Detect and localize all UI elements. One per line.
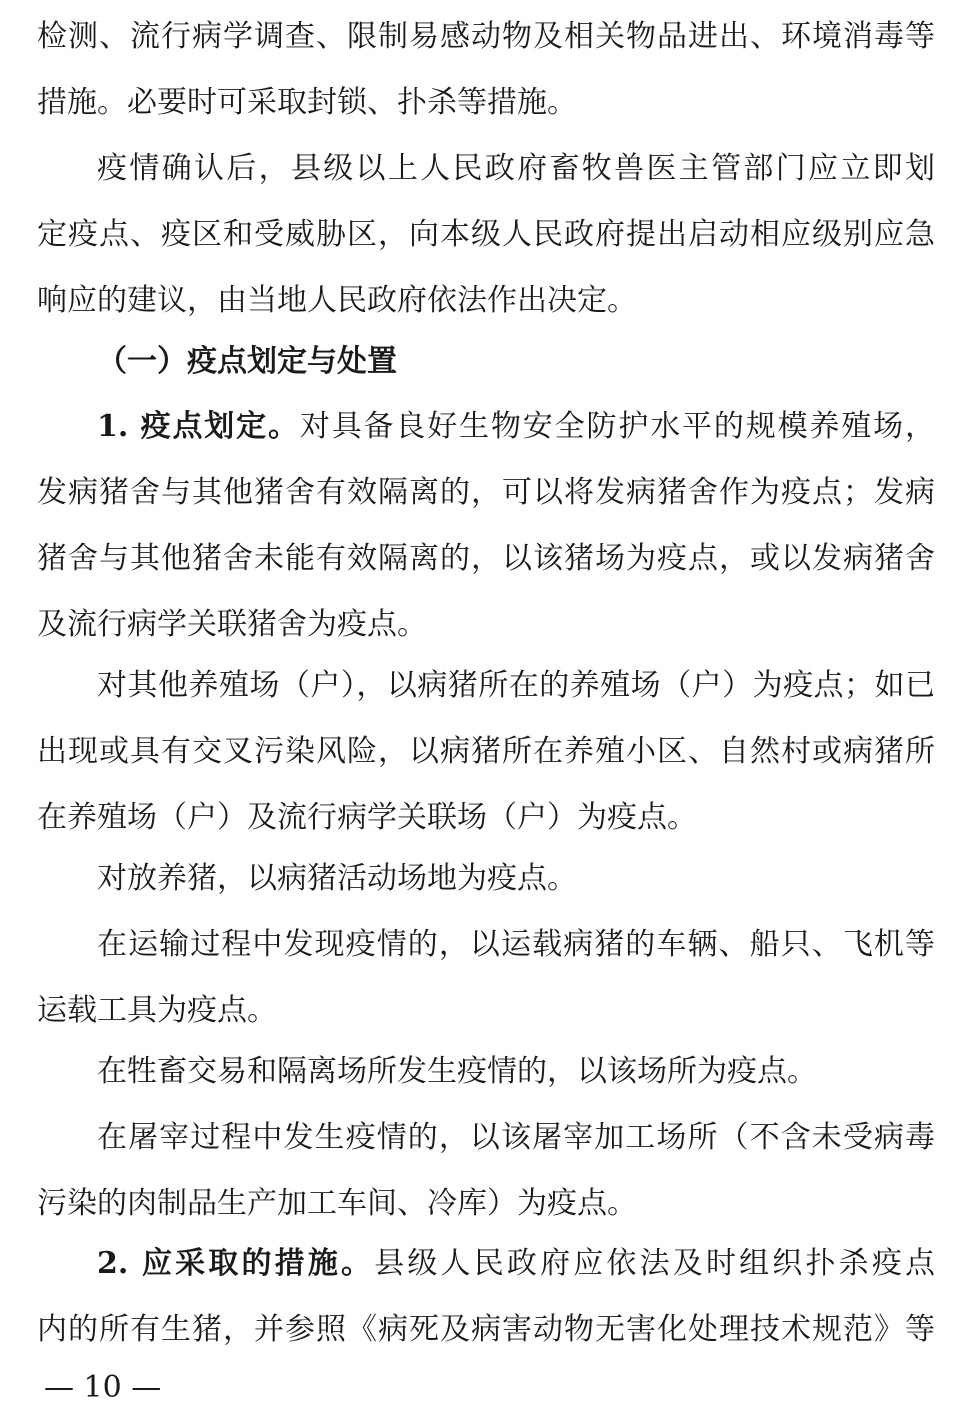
paragraph-line: 在养殖场（户）及流行病学关联场（户）为疫点。 — [37, 800, 697, 835]
paragraph-line: 猪舍与其他猪舍未能有效隔离的，以该猪场为疫点，或以发病猪舍 — [37, 541, 935, 576]
paragraph-line: 对其他养殖场（户），以病猪所在的养殖场（户）为疫点；如已 — [97, 668, 935, 703]
page-number: — 10 — — [44, 1370, 162, 1405]
paragraph-line: 疫情确认后，县级以上人民政府畜牧兽医主管部门应立即划 — [97, 151, 935, 186]
paragraph-line: 污染的肉制品生产加工车间、冷库）为疫点。 — [37, 1186, 637, 1221]
paragraph-line: 措施。必要时可采取封锁、扑杀等措施。 — [37, 85, 577, 120]
paragraph-text: 对具备良好生物安全防护水平的规模养殖场， — [299, 409, 935, 444]
paragraph-line: 内的所有生猪，并参照《病死及病害动物无害化处理技术规范》等 — [37, 1312, 935, 1347]
paragraph-line: 响应的建议，由当地人民政府依法作出决定。 — [37, 283, 637, 318]
paragraph-line: 在牲畜交易和隔离场所发生疫情的，以该场所为疫点。 — [97, 1054, 817, 1089]
paragraph-line: 及流行病学关联猪舍为疫点。 — [37, 607, 427, 642]
subheading-inline: 2. 应采取的措施。 — [97, 1246, 375, 1281]
paragraph-line: 运载工具为疫点。 — [37, 993, 277, 1028]
paragraph-line: 检测、流行病学调查、限制易感动物及相关物品进出、环境消毒等 — [37, 19, 935, 54]
paragraph-line — [97, 1244, 935, 1284]
paragraph-line: 定疫点、疫区和受威胁区，向本级人民政府提出启动相应级别应急 — [37, 217, 935, 252]
subheading-inline: 1. 疫点划定。 — [97, 409, 300, 444]
paragraph-line: 出现或具有交叉污染风险，以病猪所在养殖小区、自然村或病猪所 — [37, 734, 935, 769]
paragraph-line: 对放养猪，以病猪活动场地为疫点。 — [97, 861, 577, 896]
paragraph-text: 县级人民政府应依法及时组织扑杀疫点 — [374, 1246, 935, 1281]
section-heading: （一）疫点划定与处置 — [97, 344, 397, 379]
paragraph-line — [97, 407, 935, 447]
paragraph-line: 发病猪舍与其他猪舍有效隔离的，可以将发病猪舍作为疫点；发病 — [37, 475, 935, 510]
paragraph-line: 在运输过程中发现疫情的，以运载病猪的车辆、船只、飞机等 — [97, 927, 935, 962]
paragraph-line: 在屠宰过程中发生疫情的，以该屠宰加工场所（不含未受病毒 — [97, 1120, 935, 1155]
